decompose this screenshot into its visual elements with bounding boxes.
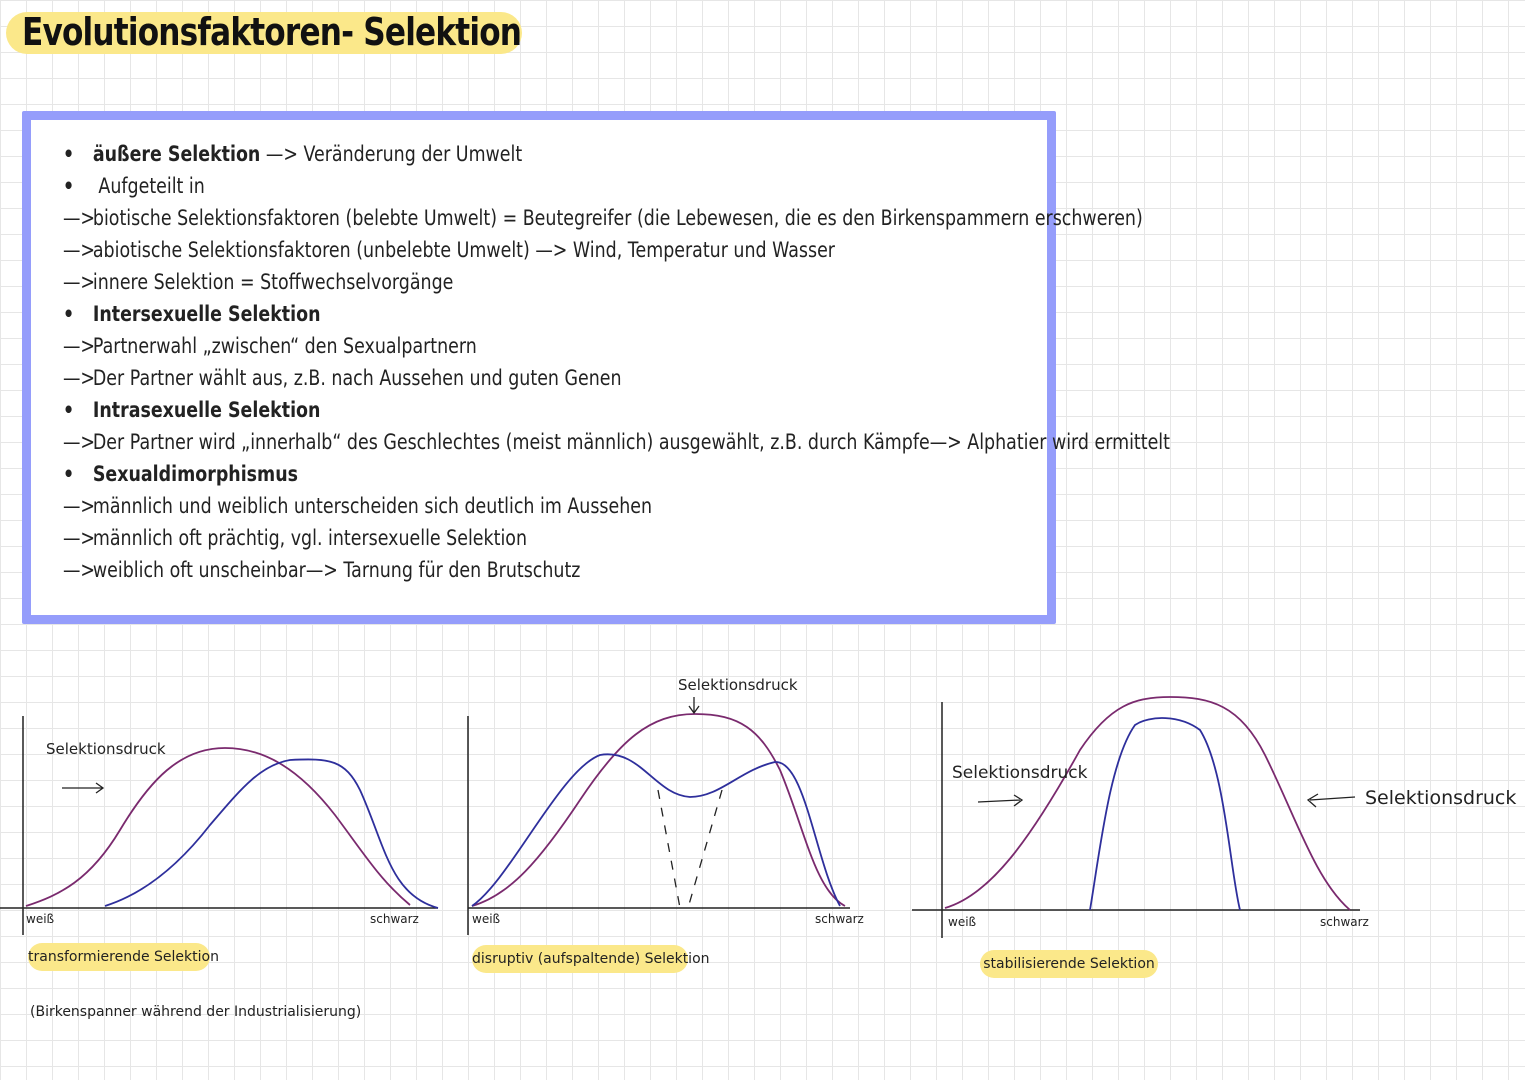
bullet-icon: • (63, 142, 75, 166)
note-heading: äußere Selektion (92, 142, 261, 166)
diagram-stabilizing (912, 697, 1360, 938)
note-text: innere Selektion = Stoffwechselvorgänge (92, 270, 454, 294)
x-right-label: schwarz (815, 912, 864, 926)
note-text: —> Veränderung der Umwelt (260, 142, 523, 166)
bullet-icon: • (63, 462, 75, 486)
curve-before (26, 748, 410, 906)
arrow-icon: —> (63, 494, 96, 518)
pressure-label: Selektionsdruck (46, 740, 166, 758)
note-text: weiblich oft unscheinbar—> Tarnung für den Brutschutz (92, 558, 581, 582)
x-left-label: weiß (948, 915, 977, 929)
note-text: Der Partner wird „innerhalb“ des Geschlechtes (meist männlich) ausgewählt, z.B. durch Kämpfe—> Alphatier wird ermittelt (92, 430, 1170, 454)
arrow-icon: —> (63, 558, 96, 582)
dashed-gap (658, 790, 722, 908)
note-text: Partnerwahl „zwischen“ den Sexualpartnern (92, 334, 477, 358)
arrow-icon: —> (63, 430, 96, 454)
note-heading: Intersexuelle Selektion (92, 302, 321, 326)
note-text: männlich oft prächtig, vgl. intersexuelle Selektion (92, 526, 528, 550)
diagram-label-stabilizing: stabilisierende Selektion (980, 950, 1158, 978)
note-text: biotische Selektionsfaktoren (belebte Umwelt) = Beutegreifer (die Lebewesen, die es den Birkenspammern erschweren) (92, 206, 1143, 230)
arrow-icon: —> (63, 334, 96, 358)
bullet-icon: • (63, 398, 75, 422)
note-heading: Sexualdimorphismus (92, 462, 299, 486)
note-text: Aufgeteilt in (92, 174, 205, 198)
diagram-label-transform: transformierende Selektion (28, 943, 210, 971)
arrow-icon: —> (63, 366, 96, 390)
arrow-icon: —> (63, 206, 96, 230)
arrow-down-icon (689, 697, 699, 713)
example-note: (Birkenspanner während der Industrialisierung) (30, 1004, 362, 1020)
arrow-left-icon (1308, 794, 1355, 807)
x-right-label: schwarz (1320, 915, 1369, 929)
x-right-label: schwarz (370, 912, 419, 926)
bullet-icon: • (63, 174, 75, 198)
note-text: abiotische Selektionsfaktoren (unbelebte Umwelt) —> Wind, Temperatur und Wasser (92, 238, 835, 262)
arrow-right-icon (978, 795, 1022, 806)
curve-before (472, 714, 845, 906)
diagram-disruptive (468, 697, 850, 935)
arrow-icon: —> (63, 238, 96, 262)
note-text: Der Partner wählt aus, z.B. nach Aussehen und guten Genen (92, 366, 622, 390)
pressure-label-right: Selektionsdruck (1365, 787, 1517, 809)
diagram-label-disruptive: disruptiv (aufspaltende) Selektion (472, 945, 688, 973)
bullet-icon: • (63, 302, 75, 326)
pressure-label-left: Selektionsdruck (952, 763, 1088, 783)
curve-after (472, 754, 840, 906)
arrow-icon: —> (63, 526, 96, 550)
arrow-icon (62, 783, 103, 793)
curve-after (1090, 718, 1240, 910)
note-text: männlich und weiblich unterscheiden sich deutlich im Aussehen (92, 494, 653, 518)
curve-before (945, 697, 1350, 910)
x-left-label: weiß (26, 912, 55, 926)
x-left-label: weiß (472, 912, 501, 926)
note-heading: Intrasexuelle Selektion (92, 398, 321, 422)
arrow-icon: —> (63, 270, 96, 294)
pressure-label: Selektionsdruck (678, 676, 798, 694)
page-title: Evolutionsfaktoren- Selektion (22, 10, 522, 54)
